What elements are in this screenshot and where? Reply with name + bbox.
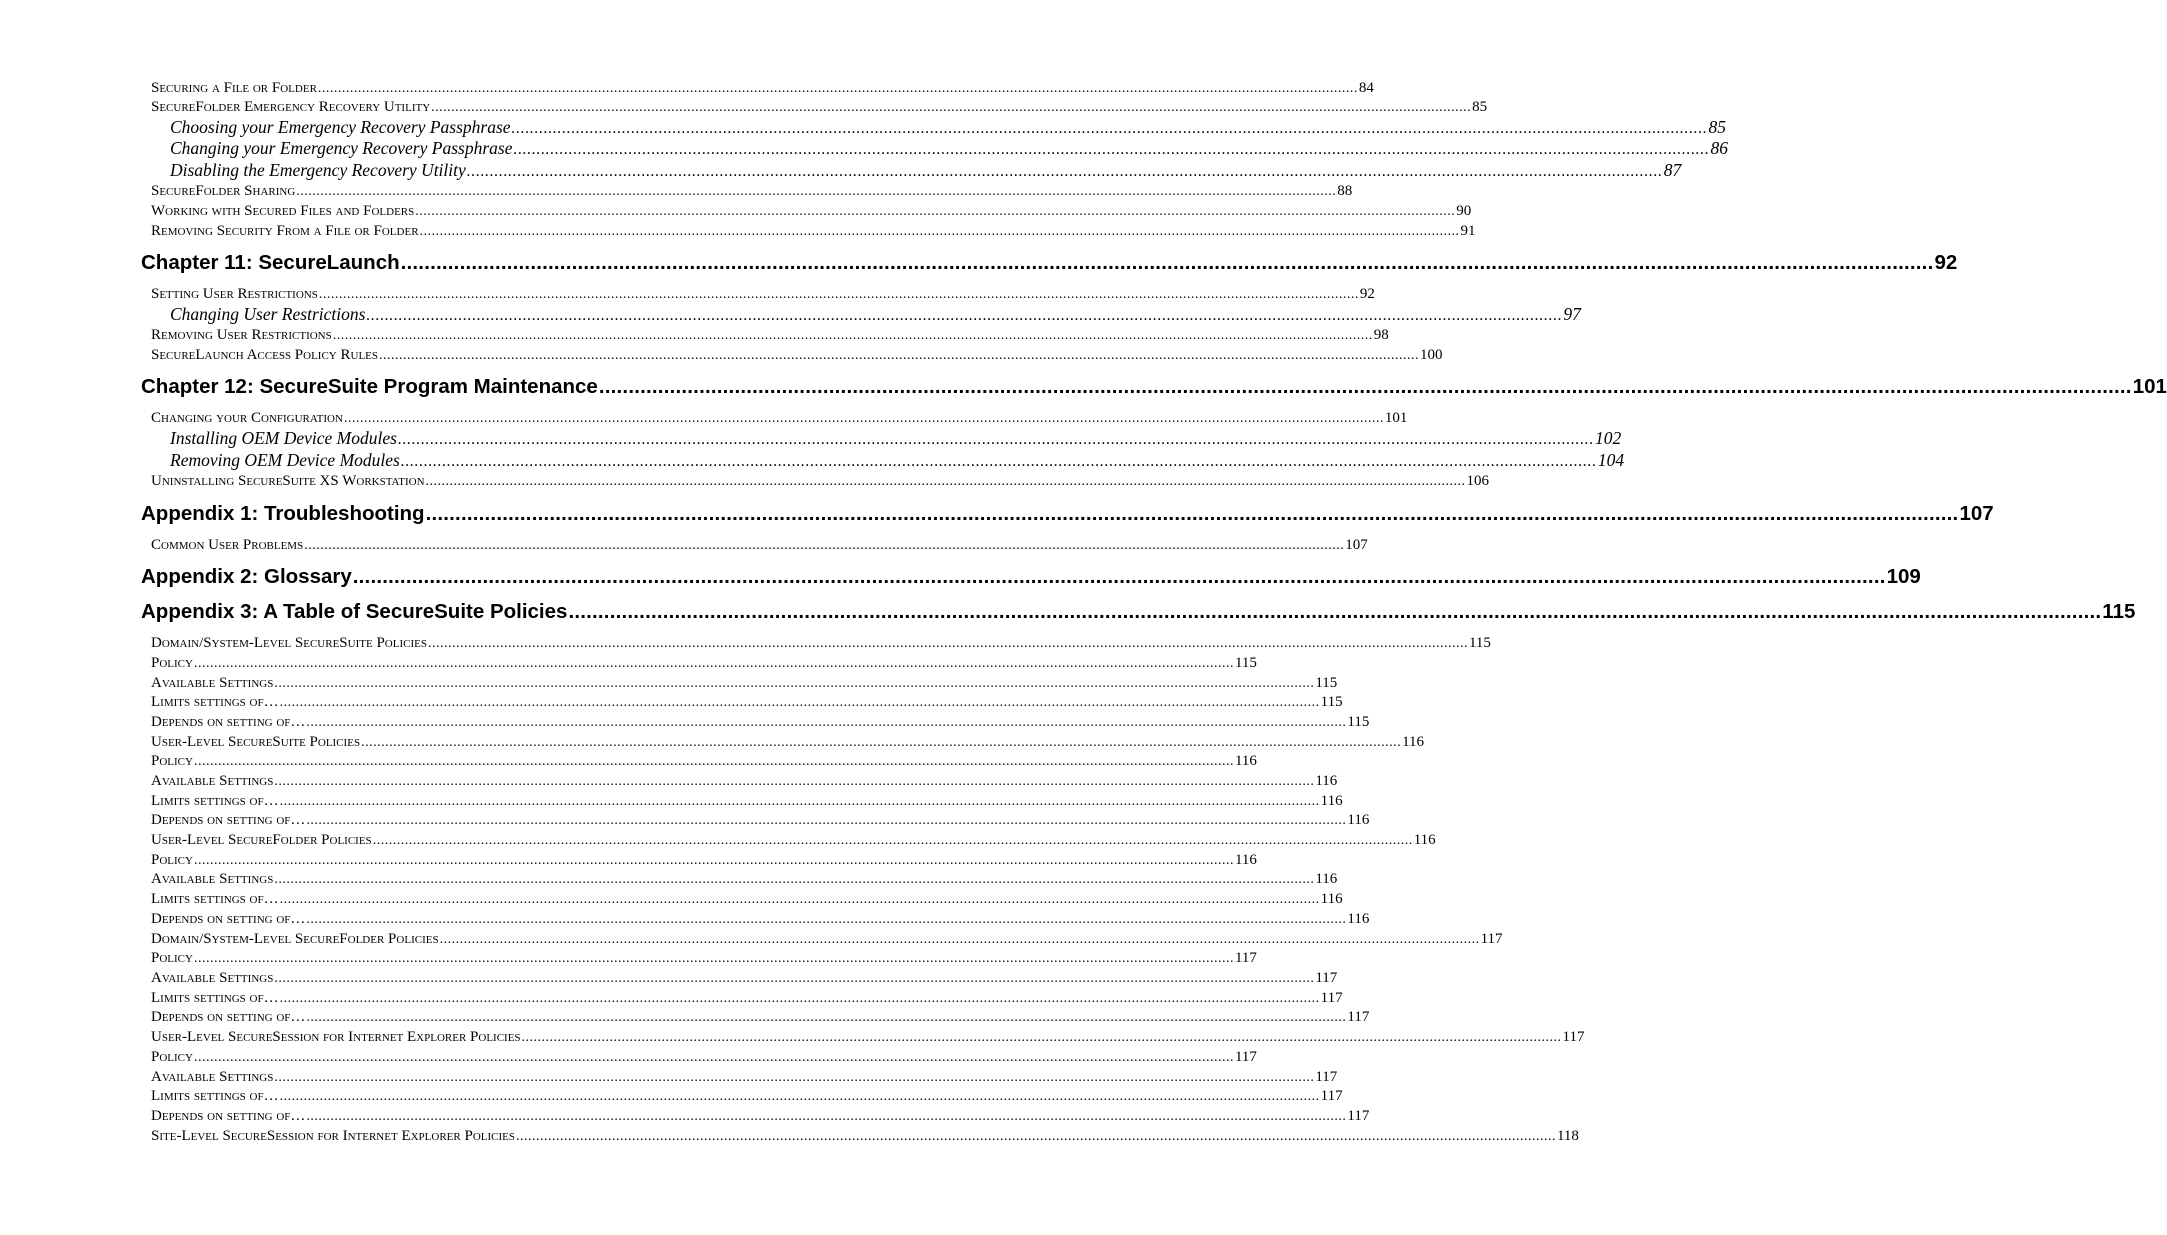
dot-leader: .................................................................................................................................................................................................................................................................... <box>431 100 1472 115</box>
toc-entry[interactable] <box>151 634 1491 652</box>
toc-entry-title: Depends on setting of… <box>151 1108 306 1124</box>
toc-entry-title: Limits settings of… <box>151 891 279 907</box>
toc-entry-title: Available Settings <box>151 970 274 986</box>
toc-entry[interactable] <box>170 138 1728 159</box>
toc-page-number: 116 <box>1402 734 1425 750</box>
toc-entry[interactable] <box>151 182 1353 200</box>
toc-page-number: 86 <box>1710 138 1728 158</box>
toc-entry[interactable] <box>151 674 1338 692</box>
dot-leader: .................................................................................................................................................................................................................................................................... <box>511 120 1708 137</box>
toc-entry-title: Changing your Emergency Recovery Passphrase <box>170 138 513 158</box>
toc-page-number: 88 <box>1337 183 1353 199</box>
toc-chapter-entry[interactable] <box>141 599 2136 625</box>
toc-page-number: 107 <box>1345 537 1368 553</box>
toc-entry-title: Setting User Restrictions <box>151 286 318 302</box>
toc-page-number: 117 <box>1234 1049 1257 1065</box>
toc-page-number: 118 <box>1556 1128 1579 1144</box>
dot-leader: .................................................................................................................................................................................................................................................................... <box>279 991 1320 1006</box>
toc-entry[interactable] <box>151 870 1338 888</box>
toc-entry[interactable] <box>151 1068 1338 1086</box>
toc-chapter-entry[interactable] <box>141 250 1958 276</box>
toc-entry[interactable] <box>151 890 1343 908</box>
toc-page-number: 107 <box>1959 502 1994 525</box>
toc-page-number: 102 <box>1594 428 1622 448</box>
toc-page-number: 117 <box>1320 1088 1343 1104</box>
toc-entry-title: Chapter 11: SecureLaunch <box>141 251 400 274</box>
toc-page-number: 85 <box>1472 99 1488 115</box>
toc-entry-title: Available Settings <box>151 1069 274 1085</box>
dot-leader: .................................................................................................................................................................................................................................................................... <box>306 715 1347 730</box>
toc-entry-title: Working with Secured Files and Folders <box>151 203 415 219</box>
toc-page-number: 106 <box>1466 473 1490 489</box>
dot-leader: .................................................................................................................................................................................................................................................................... <box>193 656 1234 671</box>
toc-entry-title: Changing your Configuration <box>151 410 343 426</box>
toc-page-number: 92 <box>1934 251 1958 274</box>
toc-entry[interactable] <box>151 654 1257 672</box>
toc-page-number: 116 <box>1320 891 1343 907</box>
toc-entry[interactable] <box>151 98 1488 116</box>
toc-page-number: 116 <box>1347 911 1370 927</box>
toc-entry-title: Appendix 2: Glossary <box>141 565 352 588</box>
toc-page-number: 117 <box>1320 990 1343 1006</box>
toc-entry[interactable] <box>151 326 1389 344</box>
toc-entry-title: Policy <box>151 753 193 769</box>
toc-entry[interactable] <box>151 1048 1257 1066</box>
toc-entry[interactable] <box>151 79 1374 97</box>
toc-page-number: 115 <box>1468 635 1491 651</box>
dot-leader: .................................................................................................................................................................................................................................................................... <box>343 411 1384 426</box>
toc-page-number: 109 <box>1886 565 1921 588</box>
toc-entry[interactable] <box>151 202 1472 220</box>
dot-leader: .................................................................................................................................................................................................................................................................... <box>193 951 1234 966</box>
dot-leader: .................................................................................................................................................................................................................................................................... <box>372 833 1413 848</box>
toc-page-number: 90 <box>1456 203 1472 219</box>
toc-chapter-entry[interactable] <box>141 501 1994 527</box>
toc-page-number: 115 <box>1234 655 1257 671</box>
toc-entry-title: Installing OEM Device Modules <box>170 428 397 448</box>
toc-entry[interactable] <box>151 285 1375 303</box>
toc-entry-title: SecureLaunch Access Policy Rules <box>151 347 379 363</box>
dot-leader: .................................................................................................................................................................................................................................................................... <box>366 307 1563 324</box>
dot-leader: .................................................................................................................................................................................................................................................................... <box>400 453 1597 470</box>
toc-entry[interactable] <box>151 989 1343 1007</box>
toc-entry[interactable] <box>151 1127 1579 1145</box>
dot-leader: .................................................................................................................................................................................................................................................................... <box>306 1010 1347 1025</box>
toc-page-number: 117 <box>1562 1029 1585 1045</box>
toc-entry-title: Common User Problems <box>151 537 304 553</box>
toc-entry-title: Chapter 12: SecureSuite Program Maintenance <box>141 375 598 398</box>
dot-leader: .................................................................................................................................................................................................................................................................... <box>274 872 1315 887</box>
toc-entry-title: User-Level SecureSuite Policies <box>151 734 361 750</box>
dot-leader: .................................................................................................................................................................................................................................................................... <box>425 474 1466 489</box>
toc-entry[interactable] <box>170 428 1622 449</box>
dot-leader: .................................................................................................................................................................................................................................................................... <box>306 813 1347 828</box>
toc-entry-title: User-Level SecureFolder Policies <box>151 832 372 848</box>
toc-entry[interactable] <box>151 811 1370 829</box>
dot-leader: .................................................................................................................................................................................................................................................................... <box>317 81 1358 96</box>
toc-entry-title: Removing User Restrictions <box>151 327 332 343</box>
toc-entry-title: Available Settings <box>151 773 274 789</box>
toc-chapter-entry[interactable] <box>141 564 1921 590</box>
toc-entry[interactable] <box>151 1028 1585 1046</box>
dot-leader: .................................................................................................................................................................................................................................................................... <box>415 204 1456 219</box>
toc-entry[interactable] <box>151 969 1338 987</box>
toc-entry-title: Limits settings of… <box>151 793 279 809</box>
toc-entry-title: Available Settings <box>151 871 274 887</box>
toc-page-number: 98 <box>1373 327 1389 343</box>
toc-entry-title: Depends on setting of… <box>151 812 306 828</box>
dot-leader: .................................................................................................................................................................................................................................................................... <box>425 502 1959 525</box>
toc-page-number: 116 <box>1315 871 1338 887</box>
toc-page-number: 115 <box>1320 694 1343 710</box>
dot-leader: .................................................................................................................................................................................................................................................................... <box>304 538 1345 553</box>
toc-entry[interactable] <box>151 910 1370 928</box>
toc-page-number: 84 <box>1358 80 1374 96</box>
dot-leader: .................................................................................................................................................................................................................................................................... <box>466 163 1663 180</box>
dot-leader: .................................................................................................................................................................................................................................................................... <box>274 971 1315 986</box>
toc-entry-title: Limits settings of… <box>151 990 279 1006</box>
toc-entry-title: Domain/System-Level SecureFolder Policies <box>151 931 439 947</box>
toc-entry-title: Securing a File or Folder <box>151 80 317 96</box>
toc-page-number: 115 <box>1315 675 1338 691</box>
toc-entry-title: Choosing your Emergency Recovery Passphrase <box>170 117 511 137</box>
dot-leader: .................................................................................................................................................................................................................................................................... <box>400 251 1934 274</box>
dot-leader: .................................................................................................................................................................................................................................................................... <box>379 348 1420 363</box>
toc-page-number: 92 <box>1359 286 1375 302</box>
toc-entry-title: Domain/System-Level SecureSuite Policies <box>151 635 427 651</box>
dot-leader: .................................................................................................................................................................................................................................................................... <box>279 695 1320 710</box>
toc-page-number: 104 <box>1597 450 1625 470</box>
toc-entry[interactable] <box>151 693 1343 711</box>
toc-page-number: 116 <box>1413 832 1436 848</box>
dot-leader: .................................................................................................................................................................................................................................................................... <box>193 754 1234 769</box>
dot-leader: .................................................................................................................................................................................................................................................................... <box>279 1089 1320 1104</box>
dot-leader: .................................................................................................................................................................................................................................................................... <box>296 184 1337 199</box>
dot-leader: .................................................................................................................................................................................................................................................................... <box>427 636 1468 651</box>
toc-entry-title: Disabling the Emergency Recovery Utility <box>170 160 466 180</box>
toc-page-number: 117 <box>1347 1009 1370 1025</box>
toc-entry-title: Changing User Restrictions <box>170 304 366 324</box>
toc-entry-title: Policy <box>151 852 193 868</box>
dot-leader: .................................................................................................................................................................................................................................................................... <box>332 328 1373 343</box>
toc-page-number: 101 <box>1384 410 1408 426</box>
toc-page-number: 117 <box>1234 950 1257 966</box>
dot-leader: .................................................................................................................................................................................................................................................................... <box>352 565 1886 588</box>
dot-leader: .................................................................................................................................................................................................................................................................... <box>274 676 1315 691</box>
toc-entry[interactable] <box>151 536 1368 554</box>
toc-entry[interactable] <box>151 792 1343 810</box>
toc-entry[interactable] <box>151 1008 1370 1026</box>
toc-entry-title: Appendix 1: Troubleshooting <box>141 502 425 525</box>
dot-leader: .................................................................................................................................................................................................................................................................... <box>193 1050 1234 1065</box>
toc-entry-title: Uninstalling SecureSuite XS Workstation <box>151 473 425 489</box>
toc-entry-title: Site-Level SecureSession for Internet Explorer Policies <box>151 1128 515 1144</box>
toc-page-number: 91 <box>1460 223 1476 239</box>
toc-entry-title: Depends on setting of… <box>151 911 306 927</box>
toc-entry[interactable] <box>151 409 1408 427</box>
toc-entry[interactable] <box>151 851 1257 869</box>
dot-leader: .................................................................................................................................................................................................................................................................... <box>318 287 1359 302</box>
toc-page-number: 117 <box>1315 1069 1338 1085</box>
toc-entry[interactable] <box>170 304 1581 325</box>
toc-entry-title: Removing Security From a File or Folder <box>151 223 419 239</box>
dot-leader: .................................................................................................................................................................................................................................................................... <box>279 794 1320 809</box>
toc-page-number: 101 <box>2132 375 2167 398</box>
toc-entry[interactable] <box>151 831 1436 849</box>
toc-page-number: 116 <box>1320 793 1343 809</box>
toc-entry[interactable] <box>151 772 1338 790</box>
dot-leader: .................................................................................................................................................................................................................................................................... <box>279 892 1320 907</box>
toc-entry[interactable] <box>151 1107 1370 1125</box>
toc-page-number: 116 <box>1234 753 1257 769</box>
dot-leader: .................................................................................................................................................................................................................................................................... <box>306 912 1347 927</box>
toc-page-number: 117 <box>1347 1108 1370 1124</box>
toc-page-number: 115 <box>1347 714 1370 730</box>
toc-entry-title: Available Settings <box>151 675 274 691</box>
dot-leader: .................................................................................................................................................................................................................................................................... <box>419 224 1460 239</box>
toc-entry-title: Policy <box>151 950 193 966</box>
toc-entry[interactable] <box>151 472 1490 490</box>
toc-entry[interactable] <box>151 713 1370 731</box>
dot-leader: .................................................................................................................................................................................................................................................................... <box>568 600 2102 623</box>
toc-page-number: 116 <box>1234 852 1257 868</box>
dot-leader: .................................................................................................................................................................................................................................................................... <box>274 774 1315 789</box>
toc-entry-title: SecureFolder Emergency Recovery Utility <box>151 99 431 115</box>
toc-page-number: 116 <box>1315 773 1338 789</box>
dot-leader: .................................................................................................................................................................................................................................................................... <box>274 1070 1315 1085</box>
dot-leader: .................................................................................................................................................................................................................................................................... <box>439 932 1480 947</box>
toc-entry[interactable] <box>151 346 1443 364</box>
toc-page-number: 100 <box>1420 347 1443 363</box>
dot-leader: .................................................................................................................................................................................................................................................................... <box>521 1030 1562 1045</box>
toc-entry[interactable] <box>151 949 1257 967</box>
toc-entry-title: Depends on setting of… <box>151 1009 306 1025</box>
toc-page-number: 116 <box>1347 812 1370 828</box>
toc-entry-title: SecureFolder Sharing <box>151 183 296 199</box>
dot-leader: .................................................................................................................................................................................................................................................................... <box>361 735 1402 750</box>
toc-entry-title: Depends on setting of… <box>151 714 306 730</box>
toc-entry-title: Policy <box>151 655 193 671</box>
toc-entry[interactable] <box>151 733 1425 751</box>
toc-page-number: 117 <box>1480 931 1503 947</box>
toc-entry[interactable] <box>151 752 1257 770</box>
toc-entry-title: Appendix 3: A Table of SecureSuite Policies <box>141 600 568 623</box>
toc-page-number: 87 <box>1663 160 1682 180</box>
toc-entry-title: Limits settings of… <box>151 1088 279 1104</box>
toc-entry-title: Policy <box>151 1049 193 1065</box>
dot-leader: .................................................................................................................................................................................................................................................................... <box>306 1109 1347 1124</box>
dot-leader: .................................................................................................................................................................................................................................................................... <box>598 375 2132 398</box>
toc-chapter-entry[interactable] <box>141 374 2167 400</box>
dot-leader: .................................................................................................................................................................................................................................................................... <box>513 141 1710 158</box>
toc-entry[interactable] <box>151 222 1476 240</box>
toc-entry[interactable] <box>170 117 1727 138</box>
toc-page-number: 115 <box>2102 600 2136 623</box>
dot-leader: .................................................................................................................................................................................................................................................................... <box>397 431 1594 448</box>
toc-entry[interactable] <box>170 160 1682 181</box>
toc-entry[interactable] <box>151 930 1503 948</box>
toc-entry-title: Limits settings of… <box>151 694 279 710</box>
toc-page-number: 117 <box>1315 970 1338 986</box>
dot-leader: .................................................................................................................................................................................................................................................................... <box>515 1129 1556 1144</box>
toc-entry[interactable] <box>170 450 1625 471</box>
toc-page-number: 97 <box>1563 304 1581 324</box>
toc-entry-title: User-Level SecureSession for Internet Explorer Policies <box>151 1029 521 1045</box>
dot-leader: .................................................................................................................................................................................................................................................................... <box>193 853 1234 868</box>
toc-entry[interactable] <box>151 1087 1343 1105</box>
toc-page-number: 85 <box>1708 117 1727 137</box>
toc-entry-title: Removing OEM Device Modules <box>170 450 400 470</box>
